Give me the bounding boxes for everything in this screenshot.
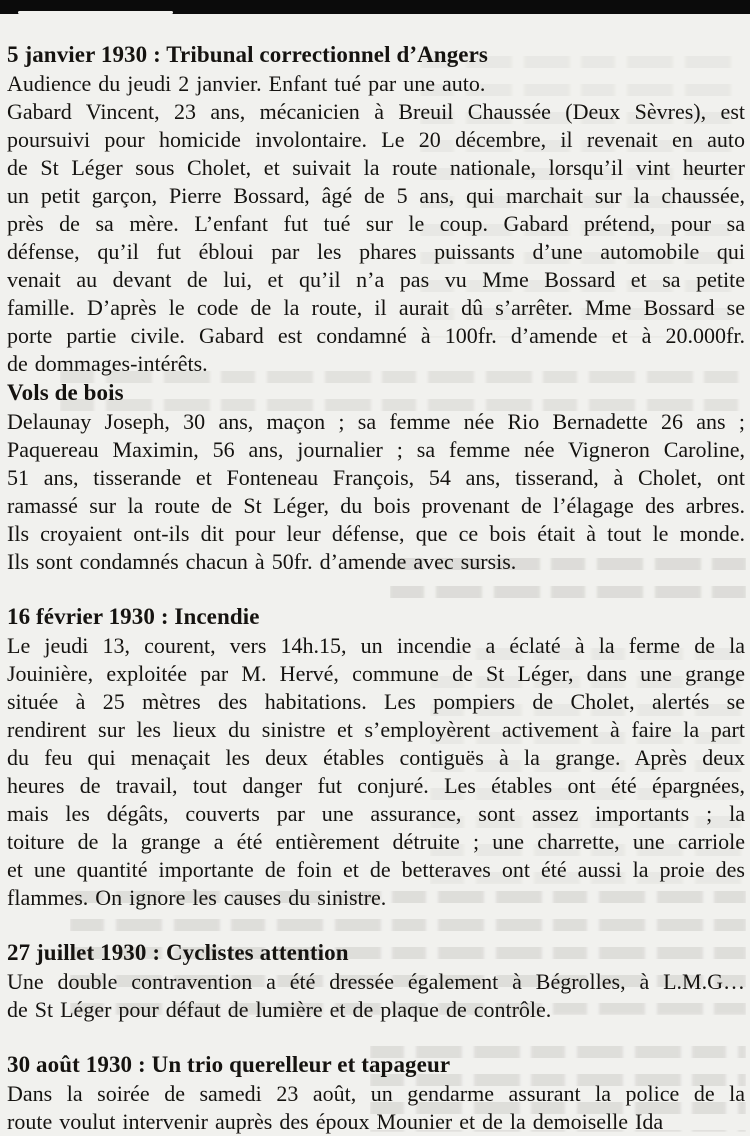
article-heading: Vols de bois bbox=[7, 380, 124, 405]
text-line: Jouinière, exploitée par M. Hervé, commune de St Léger, dans une grange bbox=[7, 661, 745, 686]
text-line: Delaunay Joseph, 30 ans, maçon ; sa femme née Rio Bernadette 26 ans ; bbox=[7, 409, 745, 434]
scan-top-edge-artifact bbox=[0, 0, 750, 14]
text-line: de dommages-intérêts. bbox=[7, 351, 208, 376]
text-line: porte partie civile. Gabard est condamné à 100fr. d’amende et à 20.000fr. bbox=[7, 323, 745, 348]
text-line: Dans la soirée de samedi 23 août, un gendarme assurant la police de la bbox=[7, 1081, 745, 1106]
text-line: Audience du jeudi 2 janvier. Enfant tué par une auto. bbox=[7, 71, 486, 96]
article-paragraph bbox=[7, 1080, 745, 1136]
text-line: toiture de la grange a été entièrement détruite ; une charrette, une carriole bbox=[7, 829, 745, 854]
text-line: un petit garçon, Pierre Bossard, âgé de 5 ans, qui marchait sur la chaussée, bbox=[7, 183, 745, 208]
text-line: poursuivi pour homicide involontaire. Le 20 décembre, il revenait en auto bbox=[7, 127, 745, 152]
text-line: Le jeudi 13, courent, vers 14h.15, un incendie a éclaté à la ferme de la bbox=[7, 633, 745, 658]
text-line: mais les dégâts, couverts par une assurance, sont assez importants ; la bbox=[7, 801, 745, 826]
page-content bbox=[0, 14, 750, 1136]
text-line: heures de travail, tout danger fut conjuré. Les étables ont été épargnées, bbox=[7, 773, 745, 798]
article-paragraph bbox=[7, 968, 745, 1024]
article-paragraph bbox=[7, 408, 745, 576]
text-line: 51 ans, tisserande et Fonteneau François, 54 ans, tisserand, à Cholet, ont bbox=[7, 465, 745, 490]
text-line: et une quantité importante de foin et de betteraves ont été aussi la proie des bbox=[7, 857, 745, 882]
article-heading: 16 février 1930 : Incendie bbox=[7, 604, 260, 629]
section-gap bbox=[7, 1024, 745, 1050]
text-line: venait au devant de lui, et qu’il n’a pas vu Mme Bossard et sa petite bbox=[7, 267, 745, 292]
text-line: ramassé sur la route de St Léger, du bois provenant de l’élagage des arbres. bbox=[7, 493, 745, 518]
section-gap bbox=[7, 576, 745, 602]
text-line: défense, qu’il fut ébloui par les phares puissants d’une automobile qui bbox=[7, 239, 745, 264]
text-line: située à 25 mètres des habitations. Les pompiers de Cholet, alertés se bbox=[7, 689, 745, 714]
text-line: route voulut intervenir auprès des époux Mounier et de la demoiselle Ida bbox=[7, 1109, 664, 1134]
article-paragraph bbox=[7, 632, 745, 912]
text-line: du feu qui menaçait les deux étables contiguës à la grange. Après deux bbox=[7, 745, 745, 770]
article-heading: 30 août 1930 : Un trio querelleur et tapageur bbox=[7, 1052, 451, 1077]
article-heading: 5 janvier 1930 : Tribunal correctionnel d’Angers bbox=[7, 42, 488, 67]
text-line: Paquereau Maximin, 56 ans, journalier ; sa femme née Vigneron Caroline, bbox=[7, 437, 745, 462]
article-paragraph bbox=[7, 70, 745, 378]
text-line: Une double contravention a été dressée également à Bégrolles, à L.M.G… bbox=[7, 969, 745, 994]
text-line: flammes. On ignore les causes du sinistre. bbox=[7, 885, 387, 910]
text-line: Ils croyaient ont-ils dit pour leur défense, que ce bois était à tout le monde. bbox=[7, 521, 745, 546]
text-line: de St Léger pour défaut de lumière et de plaque de contrôle. bbox=[7, 997, 552, 1022]
text-line: Gabard Vincent, 23 ans, mécanicien à Breuil Chaussée (Deux Sèvres), est bbox=[7, 99, 745, 124]
text-line: de St Léger sous Cholet, et suivait la route nationale, lorsqu’il vint heurter bbox=[7, 155, 745, 180]
text-line: rendirent sur les lieux du sinistre et s’employèrent activement à faire la part bbox=[7, 717, 745, 742]
article-heading: 27 juillet 1930 : Cyclistes attention bbox=[7, 940, 349, 965]
text-line: famille. D’après le code de la route, il aurait dû s’arrêter. Mme Bossard se bbox=[7, 295, 745, 320]
section-gap bbox=[7, 912, 745, 938]
text-line: Ils sont condamnés chacun à 50fr. d’amende avec sursis. bbox=[7, 549, 517, 574]
text-line: près de sa mère. L’enfant fut tué sur le coup. Gabard prétend, pour sa bbox=[7, 211, 745, 236]
